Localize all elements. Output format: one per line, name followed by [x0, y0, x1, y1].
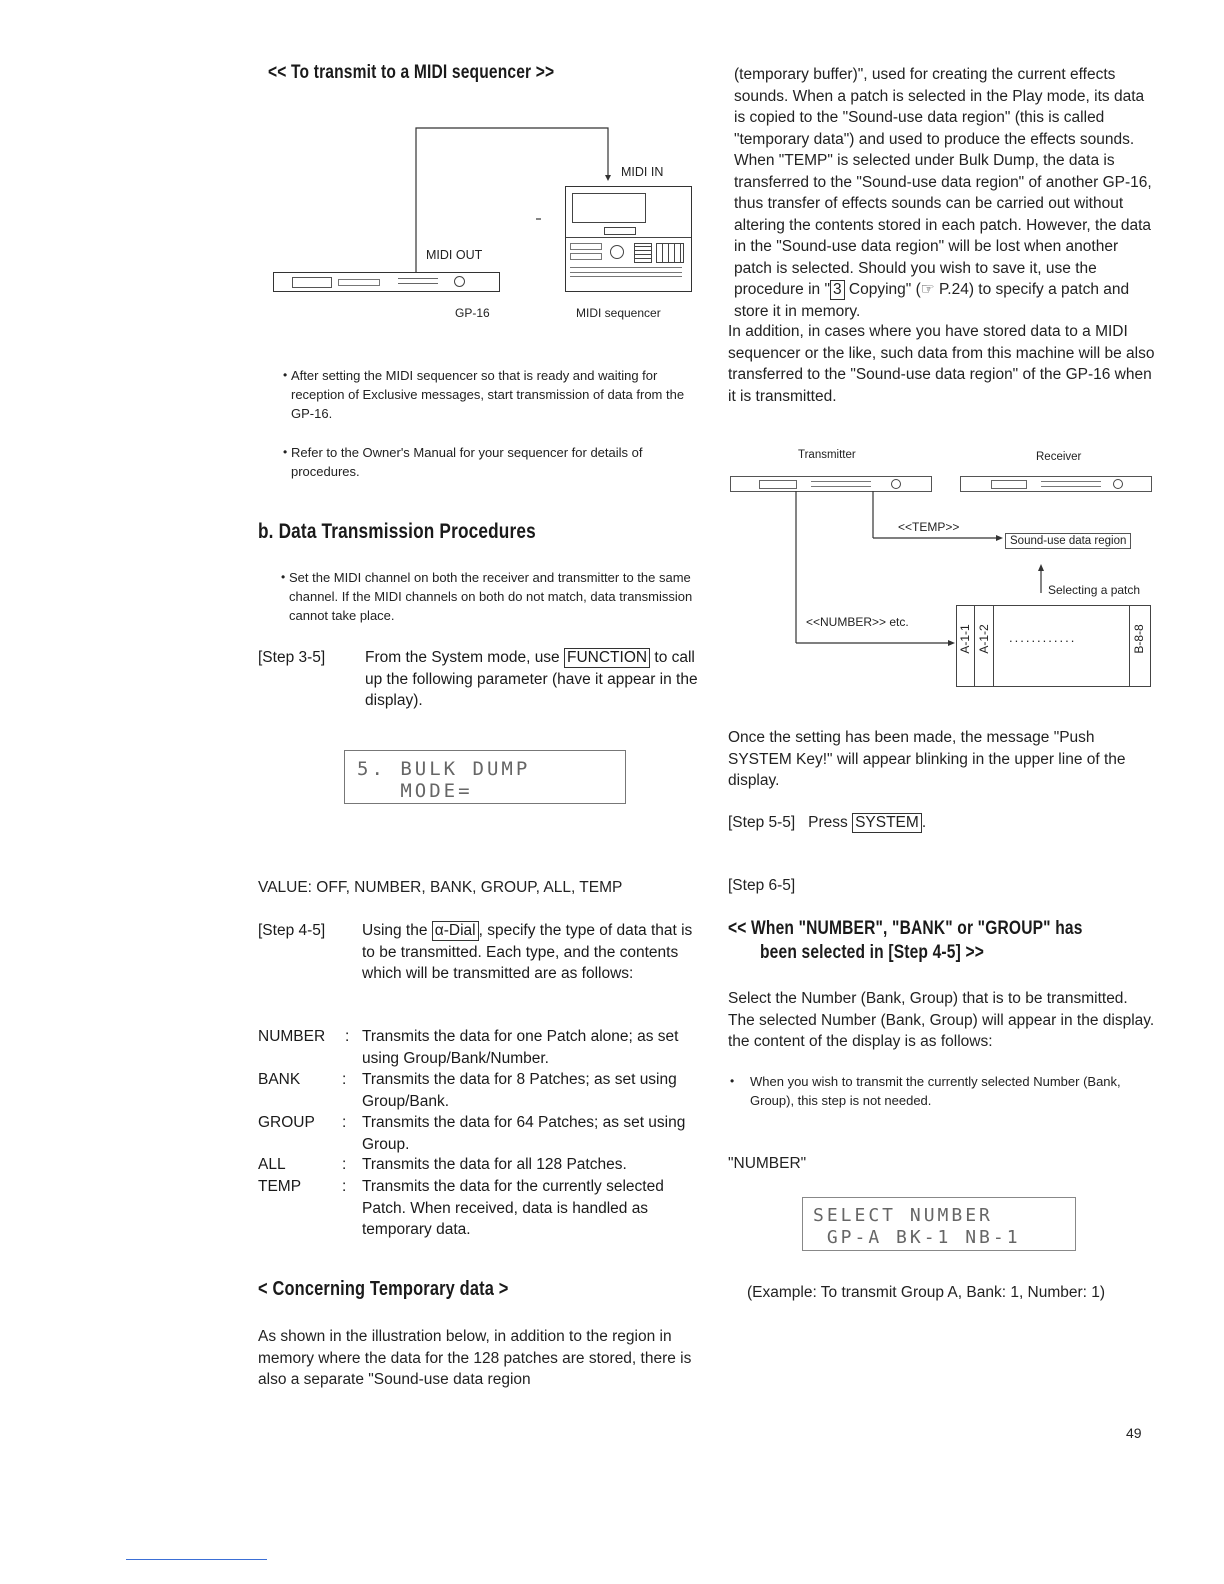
heading-temporary-data: < Concerning Temporary data > — [258, 1278, 509, 1300]
heading-sequencer: << To transmit to a MIDI sequencer >> — [268, 62, 555, 83]
footer-rule — [126, 1559, 267, 1560]
heading-when-selected-line1: << When "NUMBER", "BANK" or "GROUP" has — [728, 918, 1083, 939]
selecting-patch-label: Selecting a patch — [1048, 583, 1141, 597]
lcd-bulk-line2: MODE= — [357, 780, 473, 802]
step6-label: [Step 6-5] — [728, 877, 796, 894]
number-label: "NUMBER" — [728, 1155, 807, 1172]
data-type-list: NUMBER : Transmits the data for one Patch alone; as set using Group/Bank/Number. BANK : Transmits the data for 8 Patches; as set using Group/Bank. GROUP : Transmits the data for 64 Patches; as set using Group. ALL : Transmits the data for all 128 Patches. TEMP : Transmits the data for the currently selected Patch. When received, data is handled as temporary data. — [258, 1028, 686, 1238]
heading-when-selected-line2: been selected in [Step 4-5] >> — [760, 942, 984, 963]
alpha-dial-key: α-Dial — [432, 921, 479, 941]
gp16-panel — [338, 279, 380, 286]
number-etc-label: <<NUMBER>> etc. — [806, 615, 909, 629]
lcd-bulk-line1: 5. BULK DUMP — [357, 758, 531, 780]
sequencer-screen — [572, 193, 646, 223]
copying-ref-key: 3 — [830, 280, 845, 300]
lcd-bulk-dump — [344, 750, 626, 804]
memory-b88: B-8-8 — [1132, 624, 1146, 654]
memory-dots: ............ — [1009, 630, 1077, 645]
lcd-number-line2: GP-A BK-1 NB-1 — [813, 1227, 1021, 1248]
sequencer-data-paragraph: In addition, in cases where you have stored data to a MIDI sequencer or the like, such data from this machine will be also transferred to the "Sound-use data region" of the GP-16 when it is transmitted. — [728, 323, 1155, 405]
system-key: SYSTEM — [852, 813, 922, 833]
midi-out-label: MIDI OUT — [426, 248, 483, 262]
function-key: FUNCTION — [564, 648, 650, 668]
gp16-label: GP-16 — [455, 306, 490, 320]
sound-use-region-box: Sound-use data region — [1005, 533, 1131, 549]
lcd-select-number — [802, 1197, 1076, 1251]
select-number-paragraph: Select the Number (Bank, Group) that is to be transmitted. The selected Number (Bank, Group) will appear in the display. the content of the display is as follows: — [728, 990, 1155, 1050]
patch-memory-box — [956, 605, 1151, 687]
lcd-number-line1: SELECT NUMBER — [813, 1205, 993, 1226]
receiver-label: Receiver — [1036, 451, 1082, 463]
bullet-midi-channel: • Set the MIDI channel on both the receiver and transmitter to the same channel. If the MIDI channels on both do not match, data transmission cannot take place. — [281, 570, 693, 623]
sequencer-dial-icon — [610, 245, 624, 259]
memory-a11: A-1-1 — [958, 624, 972, 654]
transmitter-label: Transmitter — [798, 449, 856, 461]
step5-line: [Step 5-5] Press SYSTEM . — [728, 814, 927, 831]
heading-procedures: b. Data Transmission Procedures — [258, 520, 536, 543]
gp16-dial-icon — [454, 276, 465, 287]
step4-label: [Step 4-5] — [258, 922, 326, 939]
sequencer-connection-diagram — [258, 118, 698, 328]
bullet-owners-manual: • Refer to the Owner's Manual for your sequencer for details of procedures. — [283, 445, 643, 479]
temp-arrow-label: <<TEMP>> — [898, 520, 960, 534]
temp-region-diagram — [728, 440, 1158, 700]
step3-label: [Step 3-5] — [258, 649, 326, 666]
sequencer-label: MIDI sequencer — [576, 306, 661, 320]
midi-in-label: MIDI IN — [621, 165, 664, 179]
bullet-after-setting: • After setting the MIDI sequencer so that is ready and waiting for reception of Exclusive messages, start transmission of data from the GP-16. — [283, 368, 685, 421]
push-system-paragraph: Once the setting has been made, the message "Push SYSTEM Key!" will appear blinking in the upper line of the display. — [728, 729, 1126, 789]
note-current-number: • When you wish to transmit the currently selected Number (Bank, Group), this step is not needed. — [730, 1074, 1121, 1108]
temp-paragraph: As shown in the illustration below, in addition to the region in memory where the data for the 128 patches are stored, there is also a separate "Sound-use data region — [258, 1328, 692, 1388]
memory-a12: A-1-2 — [977, 624, 991, 654]
value-line: VALUE: OFF, NUMBER, BANK, GROUP, ALL, TEMP — [258, 879, 623, 896]
temp-buffer-paragraph: (temporary buffer)", used for creating the current effects sounds. When a patch is selected in the Play mode, its data is copied to the "Sound-use data region" (this is called "temporary data") and used to produce the effects sounds. When "TEMP" is selected under Bulk Dump, the data is transferred to the "Sound-use data region" of another GP-16, thus transfer of effects sounds can be carried out without altering the contents stored in each patch. However, the data in the "Sound-use data region" will be lost when another patch is selected. Should you wish to save it, use the procedure in " 3 Copying" (☞ P.24) to specify a patch and store it in memory. — [734, 66, 1152, 320]
gp16-display — [292, 277, 332, 288]
step4-text: Using the α-Dial , specify the type of data that is to be transmitted. Each type, and the contents which will be transmitted are as follows: — [362, 922, 693, 982]
midi-sequencer-icon — [565, 186, 692, 292]
page-number: 49 — [1126, 1425, 1142, 1441]
gp16-device-icon — [273, 272, 500, 292]
step3-text: From the System mode, use FUNCTION to call up the following parameter (have it appear in the display). — [365, 649, 698, 709]
example-caption: (Example: To transmit Group A, Bank: 1, Number: 1) — [747, 1284, 1106, 1301]
